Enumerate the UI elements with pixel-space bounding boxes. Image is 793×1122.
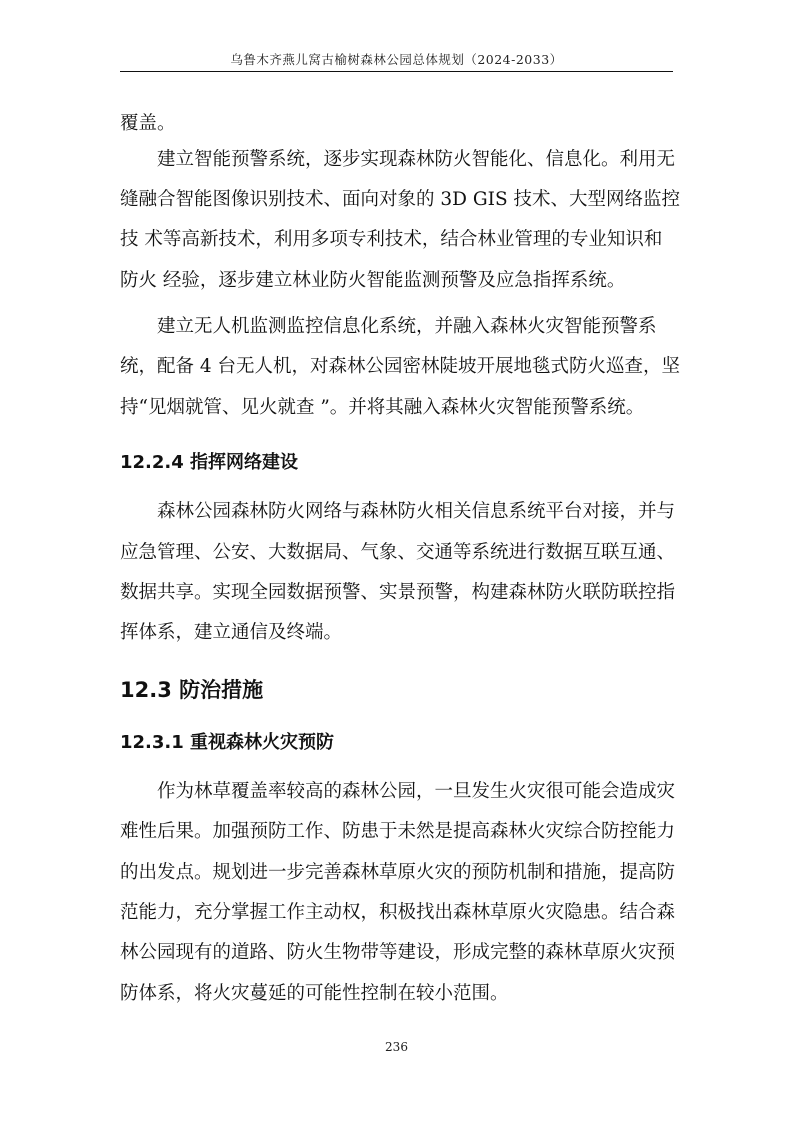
running-header: 乌鲁木齐燕儿窝古榆树森林公园总体规划（2024-2033） xyxy=(230,52,563,67)
paragraph-line: 应急管理、公安、大数据局、气象、交通等系统进行数据互联互通、 xyxy=(120,542,676,563)
page-number: 236 xyxy=(385,1040,408,1054)
section-heading-12-3-1: 12.3.1 重视森林火灾预防 xyxy=(120,732,335,753)
paragraph-line: 作为林草覆盖率较高的森林公园，一旦发生火灾很可能会造成灾 xyxy=(157,781,676,802)
paragraph-line: 持“见烟就管、见火就查 ”。并将其融入森林火灾智能预警系统。 xyxy=(120,397,645,418)
paragraph-line: 防火 经验，逐步建立林业防火智能监测预警及应急指挥系统。 xyxy=(120,270,626,291)
paragraph-line: 范能力，充分掌握工作主动权，积极找出森林草原火灾隐患。结合森 xyxy=(120,902,676,923)
paragraph-line: 的出发点。规划进一步完善森林草原火灾的预防机制和措施，提高防 xyxy=(120,862,676,883)
section-heading-12-2-4: 12.2.4 指挥网络建设 xyxy=(120,452,299,473)
paragraph-line: 覆盖。 xyxy=(120,113,176,134)
paragraph-line: 防体系，将火灾蔓延的可能性控制在较小范围。 xyxy=(120,983,509,1004)
paragraph-line: 森林公园森林防火网络与森林防火相关信息系统平台对接，并与 xyxy=(157,501,676,522)
paragraph-line: 数据共享。实现全园数据预警、实景预警，构建森林防火联防联控指 xyxy=(120,582,676,603)
paragraph-line: 林公园现有的道路、防火生物带等建设，形成完整的森林草原火灾预 xyxy=(120,942,676,963)
paragraph-line: 缝融合智能图像识别技术、面向对象的 3D GIS 技术、大型网络监控 xyxy=(120,189,681,210)
paragraph-line: 技 术等高新技术，利用多项专利技术，结合林业管理的专业知识和 xyxy=(120,229,663,250)
paragraph-line: 难性后果。加强预防工作、防患于未然是提高森林火灾综合防控能力 xyxy=(120,821,676,842)
paragraph-line: 统，配备 4 台无人机，对森林公园密林陡坡开展地毯式防火巡查，坚 xyxy=(120,356,681,377)
paragraph-line: 建立无人机监测监控信息化系统，并融入森林火灾智能预警系 xyxy=(157,316,657,337)
header-rule xyxy=(120,71,673,72)
paragraph-line: 建立智能预警系统，逐步实现森林防火智能化、信息化。利用无 xyxy=(157,149,676,170)
section-heading-12-3: 12.3 防治措施 xyxy=(120,678,264,702)
paragraph-line: 挥体系，建立通信及终端。 xyxy=(120,622,343,643)
